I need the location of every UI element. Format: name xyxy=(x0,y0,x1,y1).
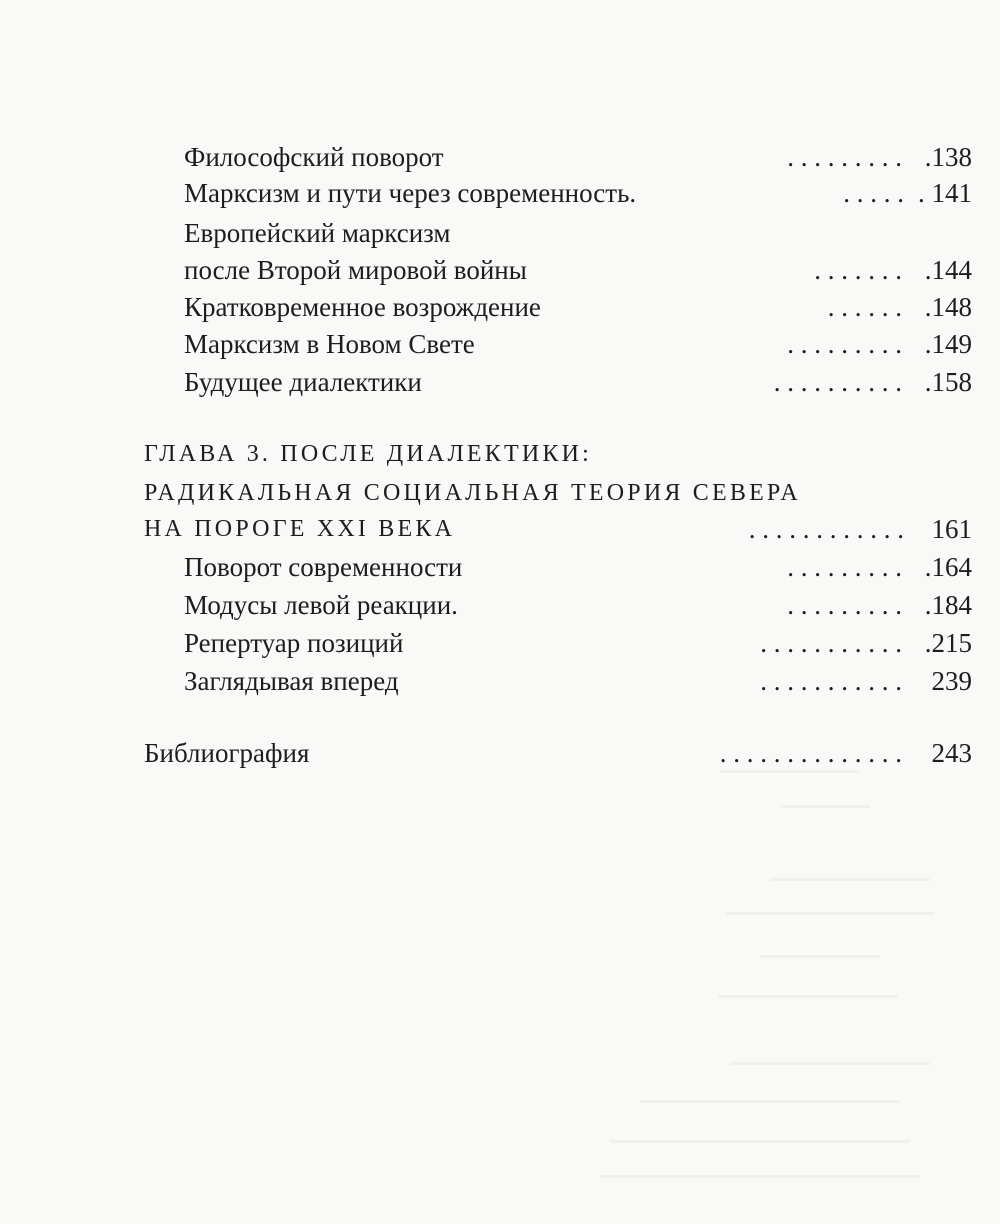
toc-entry-title: Кратковременное возрождение xyxy=(184,292,541,322)
toc-leader-dots: . . . . . . xyxy=(827,292,902,322)
bleed-through-mark xyxy=(720,770,860,773)
toc-entry-title: Марксизм и пути через современность. xyxy=(184,178,637,208)
toc-entry-title: Репертуар позиций xyxy=(184,628,404,658)
toc-entry-page: .144 xyxy=(924,255,972,285)
toc-entry-bibliography xyxy=(144,736,972,770)
bleed-through-mark xyxy=(600,1175,920,1178)
chapter-heading-entry xyxy=(144,512,972,546)
toc-entry xyxy=(184,550,972,584)
toc-entry-title: Европейский марксизм xyxy=(184,218,451,248)
toc-entry-page: 243 xyxy=(931,738,972,768)
toc-leader-dots: . . . . . . . . . . . . xyxy=(748,514,904,544)
toc-entry-page: 161 xyxy=(931,514,972,544)
toc-leader-dots: . . . . . . . . . . xyxy=(773,367,902,397)
toc-entry xyxy=(184,664,972,698)
toc-entry-title: после Второй мировой войны xyxy=(184,255,527,285)
bleed-through-mark xyxy=(610,1140,910,1143)
toc-entry xyxy=(184,626,972,660)
toc-leader-dots: . . . . . . . . . . . . . . xyxy=(719,738,902,768)
toc-entry xyxy=(184,140,972,174)
toc-entry-title: Философский поворот xyxy=(184,142,444,172)
toc-entry-title: Марксизм в Новом Свете xyxy=(184,329,475,359)
toc-entry-page: .158 xyxy=(924,367,972,397)
bleed-through-mark xyxy=(718,995,898,998)
bleed-through-mark xyxy=(725,912,935,915)
toc-entry-title: Модусы левой реакции. xyxy=(184,590,458,620)
toc-entry-page: .149 xyxy=(924,329,972,359)
toc-entry-title: Библиография xyxy=(144,738,310,768)
toc-leader-dots: . . . . . . . . . xyxy=(787,590,902,620)
bleed-through-mark xyxy=(730,1062,930,1065)
toc-entry-page: .138 xyxy=(924,142,972,172)
toc-leader-dots: . . . . . . . xyxy=(814,255,902,285)
chapter-heading-line: ГЛАВА 3. ПОСЛЕ ДИАЛЕКТИКИ: xyxy=(144,441,592,467)
toc-leader-dots: . . . . . xyxy=(843,178,904,208)
toc-entry xyxy=(184,176,972,210)
toc-entry xyxy=(184,253,972,287)
toc-entry xyxy=(184,365,972,399)
toc-entry xyxy=(184,327,972,361)
toc-entry-page: .164 xyxy=(924,552,972,582)
toc-leader-dots: . . . . . . . . . xyxy=(787,329,902,359)
toc-entry-page: . 141 xyxy=(918,178,972,208)
toc-entry-page: .215 xyxy=(924,628,972,658)
toc-entry-title: Поворот современности xyxy=(184,552,463,582)
bleed-through-mark xyxy=(640,1100,900,1103)
toc-entry xyxy=(184,216,972,250)
toc-entry xyxy=(184,290,972,324)
toc-entry-title: Будущее диалектики xyxy=(184,367,422,397)
toc-leader-dots: . . . . . . . . . xyxy=(787,142,902,172)
toc-entry-page: .148 xyxy=(924,292,972,322)
toc-entry-page: 239 xyxy=(931,666,972,696)
toc-leader-dots: . . . . . . . . . xyxy=(787,552,902,582)
toc-entry-title: Заглядывая вперед xyxy=(184,666,399,696)
bleed-through-mark xyxy=(770,878,930,881)
toc-entry-page: .184 xyxy=(924,590,972,620)
toc-leader-dots: . . . . . . . . . . . xyxy=(760,666,902,696)
chapter-heading-line: НА ПОРОГЕ XXI ВЕКА xyxy=(144,516,456,542)
chapter-heading-line: РАДИКАЛЬНАЯ СОЦИАЛЬНАЯ ТЕОРИЯ СЕВЕРА xyxy=(144,480,801,506)
bleed-through-mark xyxy=(760,955,880,958)
toc-entry xyxy=(184,588,972,622)
toc-leader-dots: . . . . . . . . . . . xyxy=(760,628,902,658)
bleed-through-mark xyxy=(780,805,870,808)
